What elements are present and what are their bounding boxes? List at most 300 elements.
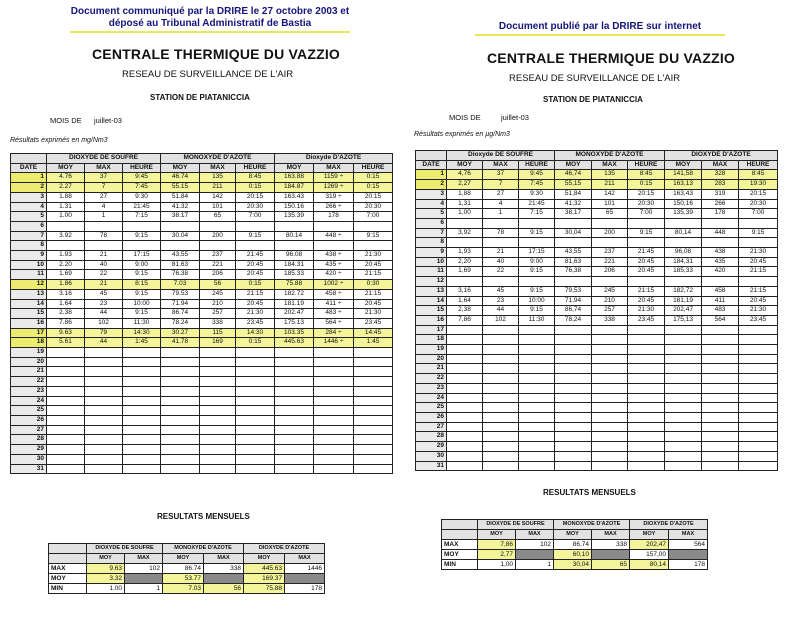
- summary-column-header: MOY: [87, 554, 125, 564]
- value-cell: 163.43: [275, 192, 314, 202]
- value-cell: [628, 422, 665, 432]
- value-cell: [555, 442, 592, 452]
- summary-value: 60,10: [554, 550, 592, 560]
- value-cell: [592, 364, 628, 374]
- date-cell: 2: [11, 183, 47, 193]
- value-cell: 2,20: [447, 257, 483, 267]
- date-cell: 21: [416, 364, 447, 374]
- value-cell: 71,94: [555, 296, 592, 306]
- value-cell: [200, 464, 236, 474]
- value-cell: 81,63: [555, 257, 592, 267]
- value-cell: 9:15: [236, 231, 275, 241]
- value-cell: [483, 383, 519, 393]
- value-cell: 20:30: [739, 199, 778, 209]
- value-cell: 41.32: [161, 202, 200, 212]
- summary-column-header: MAX: [669, 530, 708, 540]
- value-cell: 44: [85, 338, 123, 348]
- value-cell: 458: [702, 286, 739, 296]
- value-cell: [236, 435, 275, 445]
- date-cell: 22: [416, 374, 447, 384]
- table-row: [416, 354, 778, 364]
- column-header: MOY: [47, 163, 85, 173]
- table-row: [11, 415, 393, 425]
- date-cell: 4: [11, 202, 47, 212]
- table-row: [11, 299, 393, 309]
- value-cell: [555, 325, 592, 335]
- value-cell: [555, 451, 592, 461]
- value-cell: [123, 386, 161, 396]
- value-cell: 3.16: [47, 289, 85, 299]
- value-cell: [447, 238, 483, 248]
- date-cell: 24: [416, 393, 447, 403]
- value-cell: [314, 415, 354, 425]
- right-station: STATION DE PIATANICCIA: [543, 95, 643, 104]
- value-cell: [628, 412, 665, 422]
- date-cell: 12: [11, 280, 47, 290]
- value-cell: 38,17: [555, 209, 592, 219]
- date-cell: 30: [11, 454, 47, 464]
- value-cell: 7: [483, 180, 519, 190]
- value-cell: 21:15: [739, 267, 778, 277]
- value-cell: [85, 445, 123, 455]
- value-cell: 11:30: [519, 315, 555, 325]
- value-cell: [519, 432, 555, 442]
- value-cell: 9:15: [739, 228, 778, 238]
- value-cell: 142: [592, 189, 628, 199]
- value-cell: 0:15: [354, 173, 393, 183]
- date-cell: 16: [416, 315, 447, 325]
- value-cell: 45: [483, 286, 519, 296]
- value-cell: [555, 218, 592, 228]
- summary-value: 65: [592, 560, 630, 570]
- value-cell: 178: [314, 212, 354, 222]
- value-cell: 21: [483, 248, 519, 258]
- value-cell: [354, 415, 393, 425]
- table-row: [11, 280, 393, 290]
- summary-column-header: MAX: [516, 530, 554, 540]
- value-cell: [739, 432, 778, 442]
- date-cell: 18: [416, 335, 447, 345]
- value-cell: [555, 364, 592, 374]
- column-header: MOY: [275, 163, 314, 173]
- value-cell: [519, 451, 555, 461]
- value-cell: 420: [702, 267, 739, 277]
- value-cell: [447, 345, 483, 355]
- value-cell: 200: [200, 231, 236, 241]
- summary-value: 7,86: [478, 540, 516, 550]
- value-cell: 150,16: [665, 199, 702, 209]
- value-cell: [519, 383, 555, 393]
- value-cell: 1: [85, 212, 123, 222]
- value-cell: [628, 238, 665, 248]
- table-row: [11, 386, 393, 396]
- value-cell: [702, 403, 739, 413]
- table-row: [416, 209, 778, 219]
- summary-row: [442, 560, 708, 570]
- value-cell: [483, 442, 519, 452]
- value-cell: 181,19: [665, 296, 702, 306]
- value-cell: 9:15: [519, 267, 555, 277]
- value-cell: 7.86: [47, 318, 85, 328]
- value-cell: 9:15: [628, 228, 665, 238]
- summary-value: 30,04: [554, 560, 592, 570]
- date-cell: 31: [11, 464, 47, 474]
- column-header: MAX: [85, 163, 123, 173]
- value-cell: [354, 435, 393, 445]
- date-cell: 27: [416, 422, 447, 432]
- value-cell: 86,74: [555, 306, 592, 316]
- table-row: [11, 357, 393, 367]
- value-cell: [85, 367, 123, 377]
- value-cell: [447, 393, 483, 403]
- table-row: [11, 425, 393, 435]
- value-cell: 56: [200, 280, 236, 290]
- value-cell: 202,47: [665, 306, 702, 316]
- value-cell: 20:45: [236, 260, 275, 270]
- value-cell: 411 ÷: [314, 299, 354, 309]
- value-cell: 202.47: [275, 309, 314, 319]
- right-title: CENTRALE THERMIQUE DU VAZZIO: [487, 50, 736, 66]
- value-cell: [47, 415, 85, 425]
- value-cell: 0:30: [354, 280, 393, 290]
- value-cell: 1.31: [47, 202, 85, 212]
- value-cell: [628, 451, 665, 461]
- value-cell: 30.04: [161, 231, 200, 241]
- value-cell: 102: [483, 315, 519, 325]
- value-cell: [519, 277, 555, 287]
- right-mois-label: MOIS DE: [449, 113, 481, 122]
- value-cell: 71.94: [161, 299, 200, 309]
- value-cell: [665, 412, 702, 422]
- value-cell: 101: [200, 202, 236, 212]
- table-row: [416, 306, 778, 316]
- summary-value: 75.88: [244, 584, 285, 594]
- value-cell: [85, 415, 123, 425]
- table-row: [416, 374, 778, 384]
- value-cell: [739, 442, 778, 452]
- value-cell: 20:45: [628, 267, 665, 277]
- value-cell: 7:00: [739, 209, 778, 219]
- value-cell: 37: [483, 170, 519, 180]
- value-cell: [123, 425, 161, 435]
- table-row: [416, 170, 778, 180]
- value-cell: [483, 345, 519, 355]
- left-daily-table: [10, 153, 393, 474]
- value-cell: [314, 406, 354, 416]
- value-cell: 21:30: [354, 251, 393, 261]
- value-cell: [200, 396, 236, 406]
- table-row: [11, 192, 393, 202]
- value-cell: [628, 403, 665, 413]
- value-cell: [519, 364, 555, 374]
- group-header: DIOXYDE DE SOUFRE: [47, 154, 161, 164]
- value-cell: [161, 464, 200, 474]
- table-row: [11, 183, 393, 193]
- value-cell: [354, 396, 393, 406]
- date-cell: 19: [11, 348, 47, 358]
- value-cell: [47, 464, 85, 474]
- value-cell: 2.20: [47, 260, 85, 270]
- group-header: MONOXYDE D'AZOTE: [555, 151, 665, 161]
- value-cell: 9:30: [519, 189, 555, 199]
- value-cell: 21:30: [739, 248, 778, 258]
- value-cell: 21:30: [354, 309, 393, 319]
- value-cell: [665, 364, 702, 374]
- value-cell: [354, 425, 393, 435]
- value-cell: [123, 464, 161, 474]
- value-cell: [447, 383, 483, 393]
- group-header: Dioxyde D'AZOTE: [275, 154, 393, 164]
- group-header: Dioxyde DE SOUFRE: [447, 151, 555, 161]
- value-cell: 23:45: [354, 318, 393, 328]
- date-cell: 13: [416, 286, 447, 296]
- value-cell: 23: [85, 299, 123, 309]
- value-cell: 564 ÷: [314, 318, 354, 328]
- column-header: HEURE: [236, 163, 275, 173]
- table-row: [416, 432, 778, 442]
- value-cell: 7:00: [354, 212, 393, 222]
- table-row: [416, 383, 778, 393]
- value-cell: 0:15: [236, 338, 275, 348]
- date-cell: 23: [11, 386, 47, 396]
- value-cell: 483 ÷: [314, 309, 354, 319]
- value-cell: [702, 461, 739, 471]
- value-cell: [702, 383, 739, 393]
- summary-value: [125, 574, 163, 584]
- value-cell: [123, 406, 161, 416]
- value-cell: [123, 221, 161, 231]
- value-cell: 80.14: [275, 231, 314, 241]
- value-cell: [85, 396, 123, 406]
- value-cell: [354, 221, 393, 231]
- summary-row-label: MOY: [49, 574, 87, 584]
- value-cell: 102: [85, 318, 123, 328]
- value-cell: [519, 335, 555, 345]
- value-cell: [592, 238, 628, 248]
- value-cell: [314, 367, 354, 377]
- value-cell: 37: [85, 173, 123, 183]
- value-cell: 9:30: [123, 192, 161, 202]
- summary-value: 53.77: [163, 574, 204, 584]
- value-cell: [354, 367, 393, 377]
- value-cell: 163,13: [665, 180, 702, 190]
- value-cell: [555, 383, 592, 393]
- summary-column-header: MOY: [478, 530, 516, 540]
- summary-value: 102: [516, 540, 554, 550]
- table-row: [11, 202, 393, 212]
- value-cell: [447, 442, 483, 452]
- value-cell: [200, 357, 236, 367]
- summary-group-header: MONOXYDE D'AZOTE: [163, 544, 244, 554]
- value-cell: [592, 403, 628, 413]
- value-cell: 20:45: [739, 257, 778, 267]
- value-cell: [354, 406, 393, 416]
- value-cell: [739, 354, 778, 364]
- value-cell: 20:45: [739, 296, 778, 306]
- value-cell: [47, 241, 85, 251]
- value-cell: 46.74: [161, 173, 200, 183]
- value-cell: 184,31: [665, 257, 702, 267]
- value-cell: 221: [200, 260, 236, 270]
- value-cell: 9:15: [519, 228, 555, 238]
- summary-value: 1446: [285, 564, 325, 574]
- value-cell: [123, 367, 161, 377]
- summary-value: 3.32: [87, 574, 125, 584]
- value-cell: [628, 364, 665, 374]
- summary-value: 202,47: [630, 540, 669, 550]
- value-cell: [702, 451, 739, 461]
- date-cell: 12: [416, 277, 447, 287]
- value-cell: 20:30: [628, 199, 665, 209]
- value-cell: 43.55: [161, 251, 200, 261]
- value-cell: [354, 348, 393, 358]
- value-cell: [739, 335, 778, 345]
- left-banner-line2: déposé au Tribunal Administratif de Bastia: [108, 18, 312, 29]
- date-cell: 5: [11, 212, 47, 222]
- summary-group-header: DIOXYDE DE SOUFRE: [87, 544, 163, 554]
- value-cell: [483, 325, 519, 335]
- value-cell: 448: [702, 228, 739, 238]
- column-header: HEURE: [123, 163, 161, 173]
- summary-column-header: MAX: [285, 554, 325, 564]
- value-cell: [275, 357, 314, 367]
- value-cell: 45: [85, 289, 123, 299]
- value-cell: [483, 403, 519, 413]
- value-cell: 7,86: [447, 315, 483, 325]
- date-cell: 1: [11, 173, 47, 183]
- date-cell: 8: [11, 241, 47, 251]
- value-cell: [555, 393, 592, 403]
- value-cell: 163.88: [275, 173, 314, 183]
- date-column-header: DATE: [416, 160, 447, 170]
- value-cell: [314, 464, 354, 474]
- date-cell: 17: [11, 328, 47, 338]
- value-cell: [161, 454, 200, 464]
- value-cell: [161, 377, 200, 387]
- value-cell: 7.03: [161, 280, 200, 290]
- value-cell: 438: [702, 248, 739, 258]
- value-cell: [85, 377, 123, 387]
- table-row: [11, 328, 393, 338]
- value-cell: [275, 367, 314, 377]
- date-cell: 26: [11, 415, 47, 425]
- value-cell: 21:15: [354, 270, 393, 280]
- table-row: [11, 231, 393, 241]
- summary-header-spacer: [49, 544, 87, 554]
- value-cell: 211: [592, 180, 628, 190]
- value-cell: [628, 345, 665, 355]
- value-cell: 21:30: [628, 306, 665, 316]
- column-header: MOY: [161, 163, 200, 173]
- value-cell: 237: [592, 248, 628, 258]
- value-cell: [739, 451, 778, 461]
- table-row: [416, 412, 778, 422]
- value-cell: [665, 403, 702, 413]
- value-cell: 184.87: [275, 183, 314, 193]
- date-cell: 15: [11, 309, 47, 319]
- value-cell: [447, 325, 483, 335]
- summary-value: 1: [125, 584, 163, 594]
- summary-row: [442, 550, 708, 560]
- value-cell: [702, 432, 739, 442]
- value-cell: [739, 383, 778, 393]
- value-cell: 266: [702, 199, 739, 209]
- value-cell: [354, 445, 393, 455]
- table-row: [11, 406, 393, 416]
- summary-value: [285, 574, 325, 584]
- summary-value: 2,77: [478, 550, 516, 560]
- value-cell: 266 ÷: [314, 202, 354, 212]
- value-cell: [47, 425, 85, 435]
- value-cell: 438 ÷: [314, 251, 354, 261]
- date-header-spacer: [416, 151, 447, 161]
- value-cell: 81.63: [161, 260, 200, 270]
- table-row: [11, 318, 393, 328]
- value-cell: [665, 442, 702, 452]
- value-cell: [483, 461, 519, 471]
- value-cell: [85, 386, 123, 396]
- value-cell: 2,27: [447, 180, 483, 190]
- value-cell: 1.93: [47, 251, 85, 261]
- value-cell: [519, 374, 555, 384]
- left-banner: [40, 6, 380, 33]
- value-cell: [519, 218, 555, 228]
- value-cell: [123, 415, 161, 425]
- value-cell: 483: [702, 306, 739, 316]
- value-cell: [200, 221, 236, 231]
- value-cell: 135.39: [275, 212, 314, 222]
- summary-header-spacer: [442, 530, 478, 540]
- summary-value: 169.37: [244, 574, 285, 584]
- value-cell: 206: [200, 270, 236, 280]
- value-cell: [739, 218, 778, 228]
- value-cell: [519, 325, 555, 335]
- summary-row-label: MIN: [442, 560, 478, 570]
- value-cell: [665, 238, 702, 248]
- value-cell: 1159 ÷: [314, 173, 354, 183]
- value-cell: 319 ÷: [314, 192, 354, 202]
- value-cell: 8:45: [739, 170, 778, 180]
- date-cell: 28: [11, 435, 47, 445]
- value-cell: 319: [702, 189, 739, 199]
- summary-value: [204, 574, 244, 584]
- value-cell: 169: [200, 338, 236, 348]
- value-cell: 20:30: [354, 202, 393, 212]
- value-cell: [123, 454, 161, 464]
- date-cell: 10: [11, 260, 47, 270]
- value-cell: [628, 325, 665, 335]
- value-cell: 96.08: [275, 251, 314, 261]
- value-cell: [519, 345, 555, 355]
- value-cell: 2,38: [447, 306, 483, 316]
- table-row: [11, 309, 393, 319]
- value-cell: [702, 354, 739, 364]
- value-cell: 20:45: [354, 299, 393, 309]
- value-cell: 103.35: [275, 328, 314, 338]
- value-cell: 185.33: [275, 270, 314, 280]
- value-cell: [314, 454, 354, 464]
- value-cell: 5.61: [47, 338, 85, 348]
- value-cell: [665, 345, 702, 355]
- value-cell: [314, 357, 354, 367]
- value-cell: [47, 348, 85, 358]
- left-title: CENTRALE THERMIQUE DU VAZZIO: [92, 46, 341, 62]
- value-cell: [275, 348, 314, 358]
- value-cell: [702, 364, 739, 374]
- table-row: [11, 289, 393, 299]
- date-cell: 2: [416, 180, 447, 190]
- value-cell: [555, 335, 592, 345]
